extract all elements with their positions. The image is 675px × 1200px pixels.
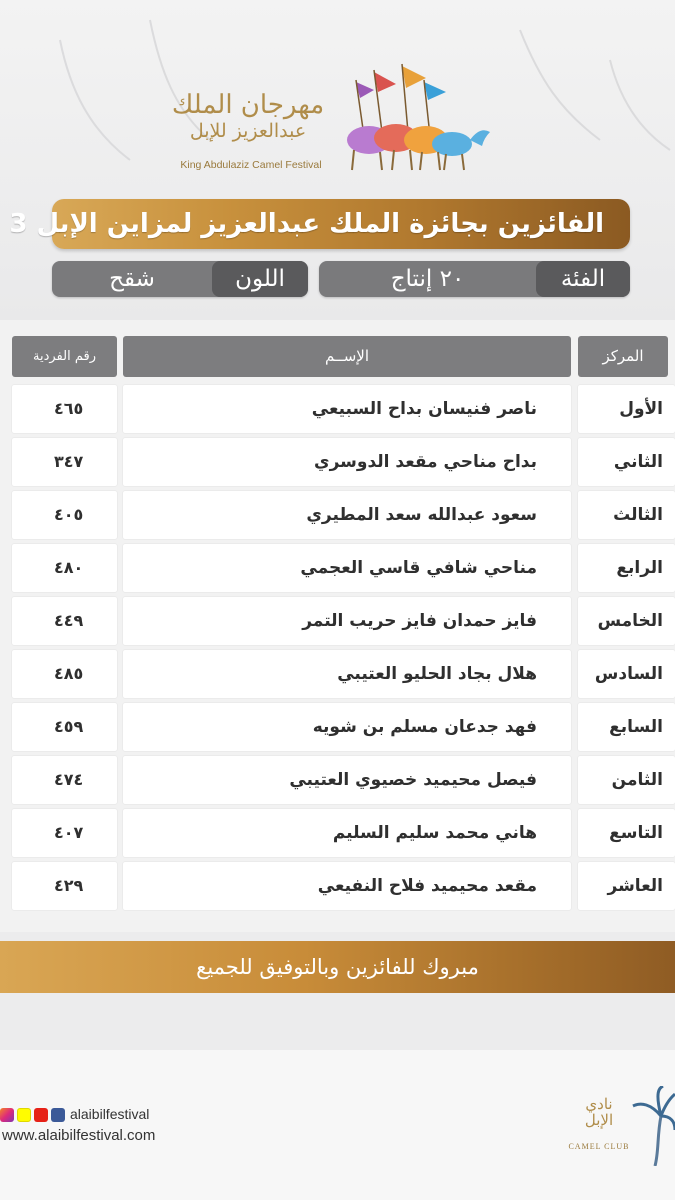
id-text: ٤٢٩ bbox=[54, 876, 84, 895]
name-cell bbox=[123, 438, 571, 486]
rank-text: السابع bbox=[609, 717, 663, 737]
rank-text: الثالث bbox=[613, 505, 663, 525]
rank-text: السادس bbox=[594, 664, 663, 684]
header-rank: المركز bbox=[578, 336, 668, 377]
rank-text: الرابع bbox=[616, 558, 663, 578]
id-cell bbox=[12, 491, 117, 539]
facebook-icon[interactable] bbox=[51, 1108, 65, 1122]
rank-cell bbox=[578, 385, 675, 433]
id-text: ٤٤٩ bbox=[54, 611, 84, 630]
id-text: ٤٦٥ bbox=[54, 399, 84, 418]
name-text: ناصر فنيسان بداح السبيعي bbox=[311, 399, 537, 419]
table-row bbox=[0, 650, 675, 698]
palm-icon bbox=[631, 1086, 675, 1166]
logo-arabic-line1: مهرجان الملك bbox=[171, 90, 325, 120]
title-ribbon bbox=[9, 199, 630, 249]
name-text: هلال بجاد الحليو العتيبي bbox=[337, 664, 537, 684]
table-row bbox=[0, 756, 675, 804]
category-value: ٢٠ إنتاج bbox=[390, 266, 465, 292]
id-text: ٤٧٤ bbox=[54, 770, 84, 789]
table-row bbox=[0, 385, 675, 433]
name-cell bbox=[123, 650, 571, 698]
page-title: الفائزين بجائزة الملك عبدالعزيز لمزاين الإبل 3 bbox=[9, 209, 604, 239]
id-cell bbox=[12, 385, 117, 433]
name-text: سعود عبدالله سعد المطيري bbox=[306, 505, 537, 525]
table-row bbox=[0, 544, 675, 592]
color-label: اللون bbox=[212, 261, 308, 297]
id-text: ٣٤٧ bbox=[54, 452, 84, 471]
name-text: مناحي شافي قاسي العجمي bbox=[300, 558, 537, 578]
club-arabic: نادي الإبل bbox=[584, 1095, 614, 1129]
name-cell bbox=[123, 703, 571, 751]
category-pill bbox=[319, 261, 630, 297]
rank-text: الأول bbox=[619, 399, 663, 419]
id-text: ٤٨٠ bbox=[54, 558, 84, 577]
congrats-message: مبروك للفائزين وبالتوفيق للجميع bbox=[196, 955, 479, 979]
youtube-icon[interactable] bbox=[34, 1108, 48, 1122]
id-text: ٤٥٩ bbox=[54, 717, 84, 736]
website-link[interactable]: www.alaibilfestival.com bbox=[2, 1127, 156, 1144]
table-row bbox=[0, 438, 675, 486]
table-row bbox=[0, 491, 675, 539]
name-text: مقعد محيميد فلاح النفيعي bbox=[317, 876, 537, 896]
name-text: هاني محمد سليم السليم bbox=[332, 823, 537, 843]
rank-cell bbox=[578, 703, 675, 751]
rank-cell bbox=[578, 438, 675, 486]
id-cell bbox=[12, 809, 117, 857]
rank-cell bbox=[578, 597, 675, 645]
color-pill bbox=[52, 261, 308, 297]
rank-text: الثاني bbox=[613, 452, 663, 472]
name-cell bbox=[123, 862, 571, 910]
rank-cell bbox=[578, 544, 675, 592]
rank-text: الخامس bbox=[597, 611, 663, 631]
rank-text: الثامن bbox=[611, 770, 663, 790]
camel-club-logo bbox=[565, 1086, 675, 1166]
header-id: رقم الفردية bbox=[12, 336, 117, 377]
logo-english: King Abdulaziz Camel Festival bbox=[180, 159, 322, 171]
id-cell bbox=[12, 544, 117, 592]
congrats-ribbon bbox=[0, 941, 675, 993]
snapchat-icon[interactable] bbox=[17, 1108, 31, 1122]
id-cell bbox=[12, 597, 117, 645]
name-text: بداح مناحي مقعد الدوسري bbox=[314, 452, 537, 472]
name-text: فيصل محيميد خصيوي العتيبي bbox=[289, 770, 537, 790]
header-name: الإســم bbox=[123, 336, 571, 377]
name-cell bbox=[123, 385, 571, 433]
rank-cell bbox=[578, 650, 675, 698]
id-text: ٤٠٥ bbox=[54, 505, 84, 524]
name-cell bbox=[123, 809, 571, 857]
id-cell bbox=[12, 650, 117, 698]
name-cell bbox=[123, 544, 571, 592]
id-text: ٤٨٥ bbox=[54, 664, 84, 683]
table-row bbox=[0, 809, 675, 857]
id-text: ٤٠٧ bbox=[54, 823, 84, 842]
social-handle[interactable]: alaibilfestival bbox=[70, 1106, 150, 1122]
rank-cell bbox=[578, 491, 675, 539]
name-cell bbox=[123, 597, 571, 645]
rank-text: العاشر bbox=[607, 876, 663, 896]
id-cell bbox=[12, 756, 117, 804]
rank-cell bbox=[578, 756, 675, 804]
table-row bbox=[0, 597, 675, 645]
color-value: شقح bbox=[109, 266, 155, 292]
name-text: فهد جدعان مسلم بن شويه bbox=[312, 717, 537, 737]
logo-arabic-line2: عبدالعزيز للإبل bbox=[189, 120, 307, 142]
name-text: فايز حمدان فايز حريب التمر bbox=[302, 611, 537, 631]
festival-logo bbox=[168, 62, 498, 174]
rank-cell bbox=[578, 862, 675, 910]
id-cell bbox=[12, 862, 117, 910]
id-cell bbox=[12, 703, 117, 751]
rank-cell bbox=[578, 809, 675, 857]
rank-text: التاسع bbox=[609, 823, 663, 843]
club-english: CAMEL CLUB bbox=[568, 1142, 630, 1151]
name-cell bbox=[123, 491, 571, 539]
instagram-icon[interactable] bbox=[0, 1108, 14, 1122]
camel-caravan-icon bbox=[334, 62, 499, 174]
table-row bbox=[0, 862, 675, 910]
name-cell bbox=[123, 756, 571, 804]
id-cell bbox=[12, 438, 117, 486]
table-row bbox=[0, 703, 675, 751]
category-label: الفئة bbox=[536, 261, 630, 297]
